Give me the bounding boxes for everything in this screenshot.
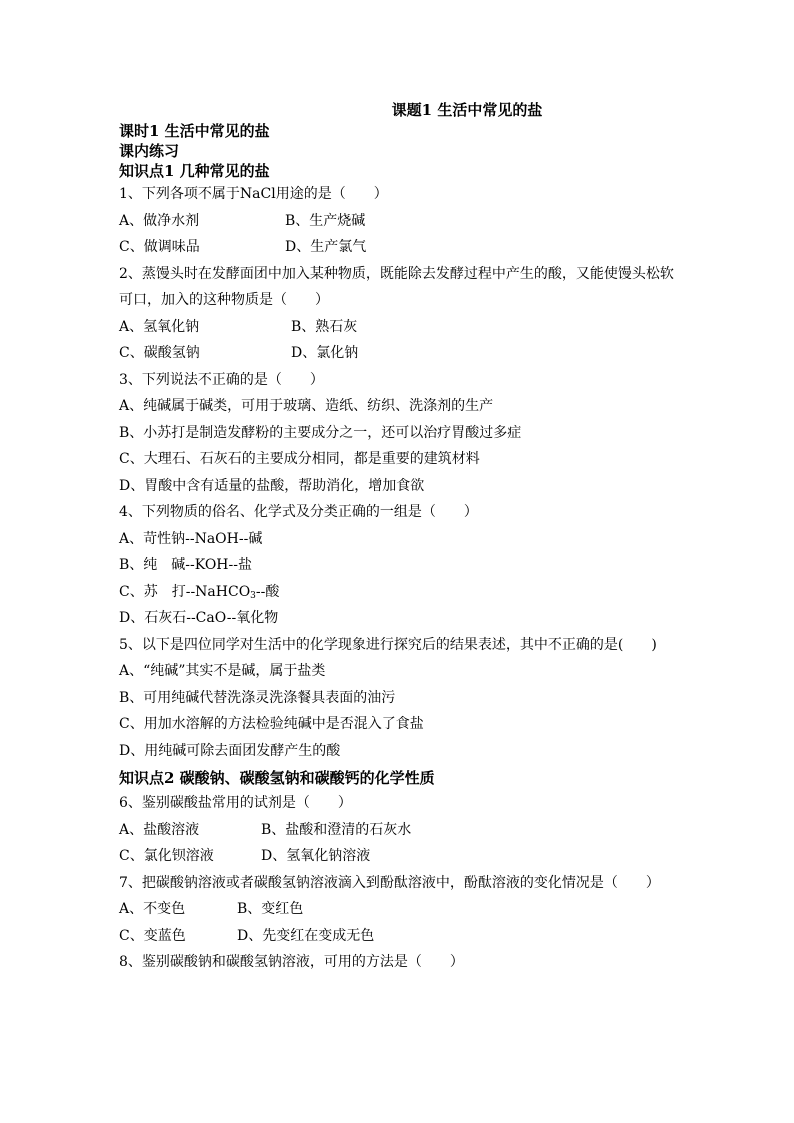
question-6-option-b: B、盐酸和澄清的石灰水 bbox=[261, 821, 412, 838]
question-8-stem: 8、鉴别碳酸钠和碳酸氢钠溶液，可用的方法是（ ） bbox=[119, 954, 464, 970]
question-6-options-row-2 bbox=[119, 843, 679, 870]
question-1-option-c: C、做调味品 bbox=[119, 239, 200, 255]
page-title: 课题1 生活中常见的盐 bbox=[391, 101, 543, 119]
question-2-options-row-1 bbox=[119, 314, 679, 341]
question-3-option-d: D、胃酸中含有适量的盐酸，帮助消化，增加食欲 bbox=[119, 477, 425, 494]
question-4-option-c-suffix: --酸 bbox=[255, 583, 280, 600]
question-2-option-d: D、氯化钠 bbox=[291, 345, 359, 361]
question-4-option-d: D、石灰石--CaO--氧化物 bbox=[119, 610, 279, 626]
question-7-stem: 7、把碳酸钠溶液或者碳酸氢钠溶液滴入到酚酞溶液中，酚酞溶液的变化情况是（ ） bbox=[119, 874, 660, 891]
question-3-option-a: A、纯碱属于碱类，可用于玻璃、造纸、纺织、洗涤剂的生产 bbox=[119, 398, 494, 414]
question-5-stem: 5、以下是四位同学对生活中的化学现象进行探究后的结果表述，其中不正确的是( ) bbox=[119, 636, 657, 653]
question-1-stem: 1、下列各项不属于NaCl用途的是（ ） bbox=[119, 186, 388, 202]
question-3-option-c: C、大理石、石灰石的主要成分相同，都是重要的建筑材料 bbox=[119, 451, 480, 467]
document-body bbox=[119, 121, 679, 976]
question-5-option-b: B、可用纯碱代替洗涤灵洗涤餐具表面的油污 bbox=[119, 689, 396, 706]
question-7-options-row-2 bbox=[119, 923, 679, 950]
knowledge-point-2-heading: 知识点2 碳酸钠、碳酸氢钠和碳酸钙的化学性质 bbox=[119, 769, 435, 787]
question-4-stem: 4、下列物质的俗名、化学式及分类正确的一组是（ ） bbox=[119, 504, 478, 520]
practice-heading: 课内练习 bbox=[119, 142, 180, 160]
question-7-options-row-1 bbox=[119, 896, 679, 923]
question-2-option-a: A、氢氧化钠 bbox=[119, 318, 200, 335]
question-3-stem: 3、下列说法不正确的是（ ） bbox=[119, 371, 324, 388]
question-4-option-a: A、苛性钠--NaOH--碱 bbox=[119, 530, 263, 547]
question-4-option-c-subscript: 3 bbox=[250, 590, 256, 601]
question-6-option-a: A、盐酸溶液 bbox=[119, 821, 200, 838]
question-1-option-b: B、生产烧碱 bbox=[285, 212, 366, 229]
question-3-option-b: B、小苏打是制造发酵粉的主要成分之一，还可以治疗胃酸过多症 bbox=[119, 424, 522, 441]
knowledge-point-1-heading: 知识点1 几种常见的盐 bbox=[119, 162, 270, 180]
question-1-options-row-2 bbox=[119, 234, 679, 261]
question-4-option-b: B、纯 碱--KOH--盐 bbox=[119, 557, 252, 573]
question-7-option-c: C、变蓝色 bbox=[119, 927, 186, 944]
question-6-options-row-1 bbox=[119, 817, 679, 844]
question-7-option-d: D、先变红在变成无色 bbox=[237, 927, 375, 944]
question-6-option-c: C、氯化钡溶液 bbox=[119, 848, 214, 864]
question-2-stem: 2、蒸馒头时在发酵面团中加入某种物质，既能除去发酵过程中产生的酸，又能使馒头松软可口，加入的这种物质是（ ） bbox=[119, 265, 674, 308]
question-2-options-row-2 bbox=[119, 340, 679, 367]
question-2-option-c: C、碳酸氢钠 bbox=[119, 345, 200, 361]
question-5-option-d: D、用纯碱可除去面团发酵产生的酸 bbox=[119, 742, 341, 759]
question-1-option-d: D、生产氯气 bbox=[285, 239, 367, 255]
question-5-option-c: C、用加水溶解的方法检验纯碱中是否混入了食盐 bbox=[119, 716, 424, 732]
question-7-option-a: A、不变色 bbox=[119, 901, 186, 917]
question-2-option-b: B、熟石灰 bbox=[291, 318, 358, 335]
lesson-heading: 课时1 生活中常见的盐 bbox=[119, 122, 270, 140]
question-6-stem: 6、鉴别碳酸盐常用的试剂是（ ） bbox=[119, 795, 352, 811]
question-4-option-c bbox=[119, 579, 679, 606]
question-1-option-a: A、做净水剂 bbox=[119, 212, 200, 229]
question-4-option-c-text: C、苏 打--NaHCO bbox=[119, 583, 251, 600]
question-5-option-a: A、“纯碱”其实不是碱，属于盐类 bbox=[119, 663, 326, 679]
question-6-option-d: D、氢氧化钠溶液 bbox=[261, 848, 371, 864]
question-1-options-row-1 bbox=[119, 208, 679, 235]
question-7-option-b: B、变红色 bbox=[237, 901, 304, 917]
